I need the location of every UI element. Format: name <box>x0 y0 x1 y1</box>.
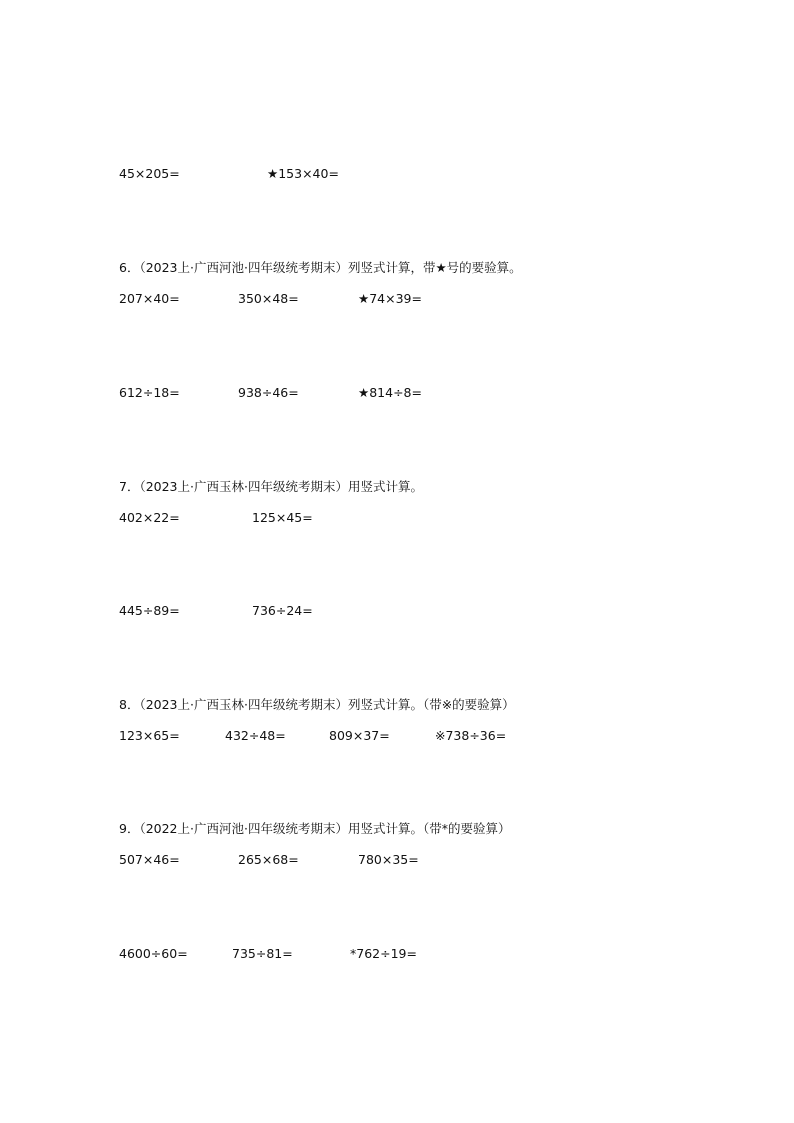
expression: 445÷89= <box>119 603 180 618</box>
expression: 780×35= <box>358 852 419 867</box>
question-title: 9．（2022上·广西河池·四年级统考期末）用竖式计算。（带*的要验算） <box>119 821 511 836</box>
question-title: 7．（2023上·广西玉林·四年级统考期末）用竖式计算。 <box>119 479 423 494</box>
expression: ★814÷8= <box>358 385 422 400</box>
expression: 736÷24= <box>252 603 313 618</box>
expression: ★74×39= <box>358 291 422 306</box>
expression: ※738÷36= <box>435 728 507 743</box>
expression: 938÷46= <box>238 385 299 400</box>
question-title: 6．（2023上·广西河池·四年级统考期末）列竖式计算，带★号的要验算。 <box>119 260 522 275</box>
expression: 4600÷60= <box>119 946 188 961</box>
expression: 432÷48= <box>225 728 286 743</box>
expression: 125×45= <box>252 510 313 525</box>
expression: 507×46= <box>119 852 180 867</box>
expression: *762÷19= <box>350 946 417 961</box>
expression: 402×22= <box>119 510 180 525</box>
expression: 45×205= <box>119 166 180 181</box>
expression: 123×65= <box>119 728 180 743</box>
expression: ★153×40= <box>267 166 339 181</box>
expression: 265×68= <box>238 852 299 867</box>
expression: 612÷18= <box>119 385 180 400</box>
expression: 735÷81= <box>232 946 293 961</box>
expression: 350×48= <box>238 291 299 306</box>
expression: 809×37= <box>329 728 390 743</box>
question-title: 8．（2023上·广西玉林·四年级统考期末）列竖式计算。（带※的要验算） <box>119 697 515 712</box>
expression: 207×40= <box>119 291 180 306</box>
